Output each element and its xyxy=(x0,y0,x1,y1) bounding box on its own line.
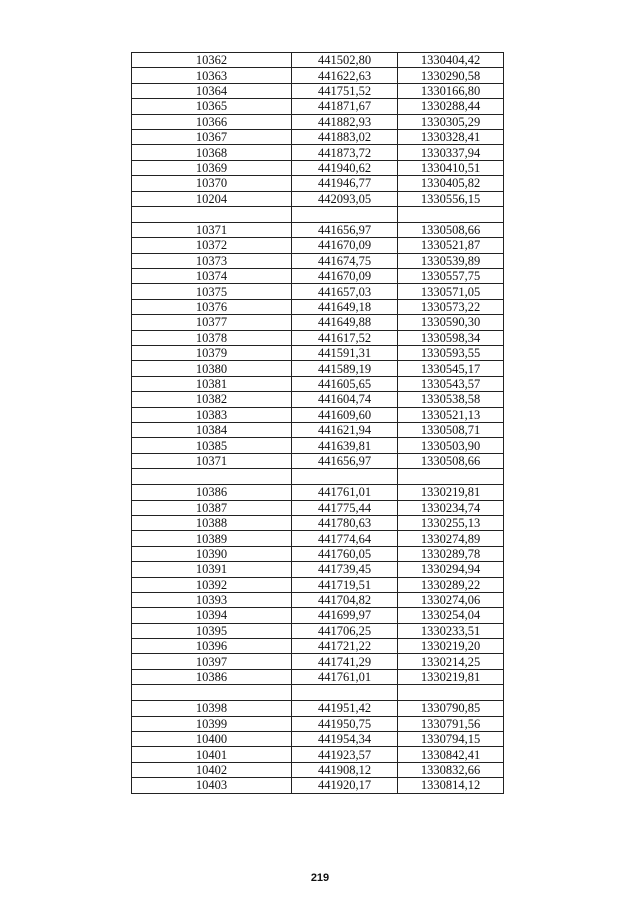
y-coordinate-cell: 1330289,22 xyxy=(398,577,504,592)
y-coordinate-cell: 1330794,15 xyxy=(398,732,504,747)
point-id-cell: 10362 xyxy=(132,53,292,68)
x-coordinate-cell: 441946,77 xyxy=(292,176,398,191)
x-coordinate-cell: 441761,01 xyxy=(292,485,398,500)
y-coordinate-cell: 1330791,56 xyxy=(398,716,504,731)
table-row xyxy=(132,701,504,716)
table-row xyxy=(132,485,504,500)
table-row xyxy=(132,592,504,607)
y-coordinate-cell: 1330255,13 xyxy=(398,515,504,530)
x-coordinate-cell: 441908,12 xyxy=(292,762,398,777)
x-coordinate-cell: 441604,74 xyxy=(292,392,398,407)
table-row xyxy=(132,546,504,561)
y-coordinate-cell: 1330288,44 xyxy=(398,99,504,114)
point-id-cell: 10366 xyxy=(132,114,292,129)
point-id-cell: 10397 xyxy=(132,654,292,669)
x-coordinate-cell: 441741,29 xyxy=(292,654,398,669)
x-coordinate-cell: 441699,97 xyxy=(292,608,398,623)
x-coordinate-cell: 441739,45 xyxy=(292,562,398,577)
table-row xyxy=(132,407,504,422)
point-id-cell: 10384 xyxy=(132,422,292,437)
point-id-cell: 10382 xyxy=(132,392,292,407)
table-row xyxy=(132,747,504,762)
table-row xyxy=(132,623,504,638)
point-id-cell xyxy=(132,206,292,222)
x-coordinate-cell: 441670,09 xyxy=(292,269,398,284)
x-coordinate-cell: 441873,72 xyxy=(292,145,398,160)
table-row xyxy=(132,315,504,330)
table-row xyxy=(132,438,504,453)
x-coordinate-cell xyxy=(292,206,398,222)
y-coordinate-cell: 1330254,04 xyxy=(398,608,504,623)
point-id-cell: 10403 xyxy=(132,778,292,793)
x-coordinate-cell: 441656,97 xyxy=(292,453,398,468)
x-coordinate-cell: 441882,93 xyxy=(292,114,398,129)
x-coordinate-cell: 441940,62 xyxy=(292,160,398,175)
y-coordinate-cell: 1330294,94 xyxy=(398,562,504,577)
table-row xyxy=(132,284,504,299)
x-coordinate-cell: 441704,82 xyxy=(292,592,398,607)
y-coordinate-cell: 1330557,75 xyxy=(398,269,504,284)
x-coordinate-cell: 441649,88 xyxy=(292,315,398,330)
table-row xyxy=(132,577,504,592)
x-coordinate-cell xyxy=(292,685,398,701)
x-coordinate-cell: 441670,09 xyxy=(292,238,398,253)
point-id-cell: 10396 xyxy=(132,639,292,654)
coordinates-table-body xyxy=(132,53,504,794)
x-coordinate-cell: 441871,67 xyxy=(292,99,398,114)
x-coordinate-cell: 441775,44 xyxy=(292,500,398,515)
table-row xyxy=(132,191,504,206)
y-coordinate-cell: 1330508,66 xyxy=(398,222,504,237)
point-id-cell: 10392 xyxy=(132,577,292,592)
point-id-cell: 10365 xyxy=(132,99,292,114)
y-coordinate-cell: 1330337,94 xyxy=(398,145,504,160)
y-coordinate-cell: 1330508,66 xyxy=(398,453,504,468)
table-row xyxy=(132,376,504,391)
table-row xyxy=(132,222,504,237)
x-coordinate-cell: 441706,25 xyxy=(292,623,398,638)
point-id-cell: 10381 xyxy=(132,376,292,391)
x-coordinate-cell: 441591,31 xyxy=(292,346,398,361)
point-id-cell: 10378 xyxy=(132,330,292,345)
point-id-cell: 10373 xyxy=(132,253,292,268)
x-coordinate-cell: 441674,75 xyxy=(292,253,398,268)
point-id-cell: 10379 xyxy=(132,346,292,361)
x-coordinate-cell: 441589,19 xyxy=(292,361,398,376)
point-id-cell: 10386 xyxy=(132,485,292,500)
y-coordinate-cell: 1330590,30 xyxy=(398,315,504,330)
y-coordinate-cell: 1330289,78 xyxy=(398,546,504,561)
table-row xyxy=(132,562,504,577)
y-coordinate-cell xyxy=(398,685,504,701)
point-id-cell xyxy=(132,469,292,485)
point-id-cell: 10383 xyxy=(132,407,292,422)
table-row xyxy=(132,238,504,253)
table-row xyxy=(132,269,504,284)
point-id-cell: 10375 xyxy=(132,284,292,299)
table-row xyxy=(132,53,504,68)
point-id-cell: 10369 xyxy=(132,160,292,175)
y-coordinate-cell: 1330571,05 xyxy=(398,284,504,299)
table-row xyxy=(132,129,504,144)
y-coordinate-cell: 1330593,55 xyxy=(398,346,504,361)
point-id-cell: 10400 xyxy=(132,732,292,747)
table-row xyxy=(132,68,504,83)
x-coordinate-cell: 441950,75 xyxy=(292,716,398,731)
y-coordinate-cell: 1330404,42 xyxy=(398,53,504,68)
table-row xyxy=(132,716,504,731)
y-coordinate-cell: 1330573,22 xyxy=(398,299,504,314)
y-coordinate-cell: 1330274,06 xyxy=(398,592,504,607)
y-coordinate-cell: 1330508,71 xyxy=(398,422,504,437)
x-coordinate-cell: 441617,52 xyxy=(292,330,398,345)
point-id-cell: 10363 xyxy=(132,68,292,83)
x-coordinate-cell: 441719,51 xyxy=(292,577,398,592)
x-coordinate-cell: 441657,03 xyxy=(292,284,398,299)
y-coordinate-cell: 1330405,82 xyxy=(398,176,504,191)
table-row xyxy=(132,176,504,191)
table-row xyxy=(132,500,504,515)
point-id-cell: 10401 xyxy=(132,747,292,762)
y-coordinate-cell xyxy=(398,469,504,485)
y-coordinate-cell: 1330219,81 xyxy=(398,485,504,500)
table-row xyxy=(132,654,504,669)
table-row xyxy=(132,608,504,623)
table-row xyxy=(132,361,504,376)
point-id-cell: 10394 xyxy=(132,608,292,623)
table-row xyxy=(132,83,504,98)
point-id-cell: 10380 xyxy=(132,361,292,376)
table-separator-row xyxy=(132,469,504,485)
y-coordinate-cell: 1330521,13 xyxy=(398,407,504,422)
x-coordinate-cell: 441883,02 xyxy=(292,129,398,144)
point-id-cell: 10391 xyxy=(132,562,292,577)
point-id-cell: 10388 xyxy=(132,515,292,530)
y-coordinate-cell: 1330290,58 xyxy=(398,68,504,83)
y-coordinate-cell: 1330214,25 xyxy=(398,654,504,669)
point-id-cell: 10387 xyxy=(132,500,292,515)
x-coordinate-cell: 441649,18 xyxy=(292,299,398,314)
table-row xyxy=(132,330,504,345)
y-coordinate-cell: 1330219,20 xyxy=(398,639,504,654)
y-coordinate-cell: 1330790,85 xyxy=(398,701,504,716)
point-id-cell: 10371 xyxy=(132,453,292,468)
x-coordinate-cell: 441721,22 xyxy=(292,639,398,654)
y-coordinate-cell: 1330219,81 xyxy=(398,669,504,684)
y-coordinate-cell: 1330328,41 xyxy=(398,129,504,144)
point-id-cell: 10374 xyxy=(132,269,292,284)
point-id-cell: 10372 xyxy=(132,238,292,253)
table-row xyxy=(132,160,504,175)
y-coordinate-cell: 1330503,90 xyxy=(398,438,504,453)
table-row xyxy=(132,778,504,793)
table-row xyxy=(132,299,504,314)
point-id-cell: 10368 xyxy=(132,145,292,160)
point-id-cell: 10385 xyxy=(132,438,292,453)
x-coordinate-cell: 441605,65 xyxy=(292,376,398,391)
point-id-cell: 10364 xyxy=(132,83,292,98)
point-id-cell: 10204 xyxy=(132,191,292,206)
page-number: 219 xyxy=(310,872,330,884)
y-coordinate-cell: 1330539,89 xyxy=(398,253,504,268)
x-coordinate-cell: 442093,05 xyxy=(292,191,398,206)
y-coordinate-cell: 1330598,34 xyxy=(398,330,504,345)
table-row xyxy=(132,639,504,654)
y-coordinate-cell: 1330233,51 xyxy=(398,623,504,638)
table-row xyxy=(132,114,504,129)
x-coordinate-cell: 441951,42 xyxy=(292,701,398,716)
table-row xyxy=(132,669,504,684)
y-coordinate-cell: 1330274,89 xyxy=(398,531,504,546)
point-id-cell xyxy=(132,685,292,701)
y-coordinate-cell: 1330543,57 xyxy=(398,376,504,391)
table-row xyxy=(132,392,504,407)
table-row xyxy=(132,346,504,361)
y-coordinate-cell xyxy=(398,206,504,222)
y-coordinate-cell: 1330521,87 xyxy=(398,238,504,253)
x-coordinate-cell: 441609,60 xyxy=(292,407,398,422)
x-coordinate-cell: 441920,17 xyxy=(292,778,398,793)
x-coordinate-cell: 441622,63 xyxy=(292,68,398,83)
x-coordinate-cell: 441923,57 xyxy=(292,747,398,762)
y-coordinate-cell: 1330538,58 xyxy=(398,392,504,407)
x-coordinate-cell xyxy=(292,469,398,485)
point-id-cell: 10390 xyxy=(132,546,292,561)
y-coordinate-cell: 1330305,29 xyxy=(398,114,504,129)
point-id-cell: 10367 xyxy=(132,129,292,144)
coordinates-table xyxy=(131,52,504,794)
x-coordinate-cell: 441656,97 xyxy=(292,222,398,237)
x-coordinate-cell: 441780,63 xyxy=(292,515,398,530)
point-id-cell: 10376 xyxy=(132,299,292,314)
x-coordinate-cell: 441954,34 xyxy=(292,732,398,747)
y-coordinate-cell: 1330814,12 xyxy=(398,778,504,793)
point-id-cell: 10393 xyxy=(132,592,292,607)
point-id-cell: 10389 xyxy=(132,531,292,546)
y-coordinate-cell: 1330545,17 xyxy=(398,361,504,376)
y-coordinate-cell: 1330842,41 xyxy=(398,747,504,762)
table-separator-row xyxy=(132,685,504,701)
point-id-cell: 10370 xyxy=(132,176,292,191)
y-coordinate-cell: 1330556,15 xyxy=(398,191,504,206)
point-id-cell: 10398 xyxy=(132,701,292,716)
table-row xyxy=(132,732,504,747)
table-row xyxy=(132,253,504,268)
point-id-cell: 10386 xyxy=(132,669,292,684)
table-row xyxy=(132,515,504,530)
x-coordinate-cell: 441639,81 xyxy=(292,438,398,453)
table-separator-row xyxy=(132,206,504,222)
y-coordinate-cell: 1330832,66 xyxy=(398,762,504,777)
point-id-cell: 10402 xyxy=(132,762,292,777)
point-id-cell: 10395 xyxy=(132,623,292,638)
table-row xyxy=(132,145,504,160)
table-row xyxy=(132,453,504,468)
x-coordinate-cell: 441761,01 xyxy=(292,669,398,684)
table-row xyxy=(132,99,504,114)
x-coordinate-cell: 441774,64 xyxy=(292,531,398,546)
table-row xyxy=(132,762,504,777)
x-coordinate-cell: 441760,05 xyxy=(292,546,398,561)
y-coordinate-cell: 1330166,80 xyxy=(398,83,504,98)
x-coordinate-cell: 441621,94 xyxy=(292,422,398,437)
point-id-cell: 10371 xyxy=(132,222,292,237)
table-row xyxy=(132,422,504,437)
y-coordinate-cell: 1330234,74 xyxy=(398,500,504,515)
table-row xyxy=(132,531,504,546)
x-coordinate-cell: 441502,80 xyxy=(292,53,398,68)
x-coordinate-cell: 441751,52 xyxy=(292,83,398,98)
point-id-cell: 10399 xyxy=(132,716,292,731)
point-id-cell: 10377 xyxy=(132,315,292,330)
y-coordinate-cell: 1330410,51 xyxy=(398,160,504,175)
